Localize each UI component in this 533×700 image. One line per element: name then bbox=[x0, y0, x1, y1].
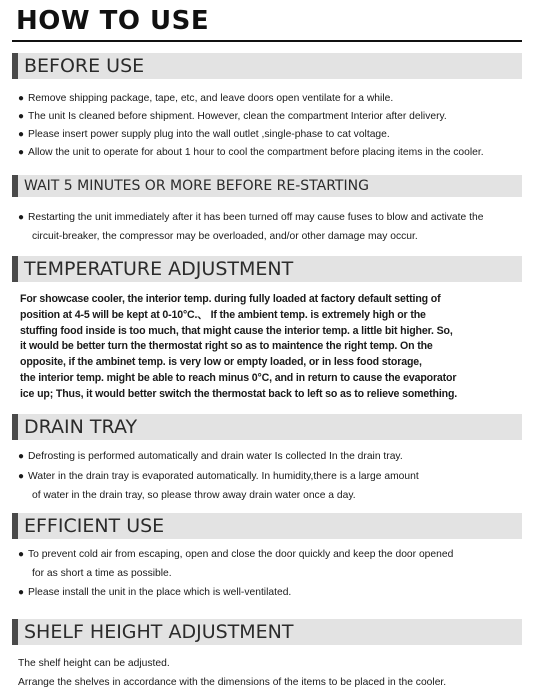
list-item-text: Water in the drain tray is evaporated automatically. In humidity,there is a large amount bbox=[28, 471, 419, 482]
bullet-icon: ● bbox=[18, 587, 25, 598]
list-item-text: circuit-breaker, the compressor may be overloaded, and/or other damage may occur. bbox=[32, 231, 418, 242]
list-item-text: Restarting the unit immediately after it has been turned off may cause fuses to blow and activate the bbox=[28, 212, 484, 223]
list-item-text: Please install the unit in the place which is well-ventilated. bbox=[28, 587, 292, 598]
paragraph-line: stuffing food inside is too much, that might cause the interior temp. a little bit higher. So, bbox=[20, 324, 453, 337]
section-title: EFFICIENT USE bbox=[24, 515, 165, 537]
paragraph-line: opposite, if the ambinet temp. is very low or empty loaded, or in less food storage, bbox=[20, 356, 422, 369]
section-title: WAIT 5 MINUTES OR MORE BEFORE RE-STARTING bbox=[24, 178, 369, 194]
section-header-efficient-use bbox=[12, 513, 522, 539]
list-item-continuation bbox=[18, 567, 523, 580]
bullet-icon: ● bbox=[18, 549, 25, 560]
list-item-text: To prevent cold air from escaping, open and close the door quickly and keep the door opened bbox=[28, 549, 454, 560]
section-header-shelf-height bbox=[12, 619, 522, 645]
section-title: BEFORE USE bbox=[24, 55, 145, 77]
paragraph-line: it would be better turn the thermostat right so as to maintence the right temp. On the bbox=[20, 340, 433, 353]
paragraph-line: the interior temp. might be able to reach minus 0°C, and in return to cause the evaporator bbox=[20, 371, 457, 384]
paragraph-text: Arrange the shelves in accordance with the dimensions of the items to be placed in the cooler. bbox=[18, 677, 447, 688]
list-item-text: The unit Is cleaned before shipment. However, clean the compartment Interior after delivery. bbox=[28, 111, 447, 122]
list-item-text: of water in the drain tray, so please throw away drain water once a day. bbox=[32, 490, 356, 501]
paragraph-line bbox=[18, 676, 523, 689]
section-title: TEMPERATURE ADJUSTMENT bbox=[24, 258, 294, 280]
section-body-before-use bbox=[18, 92, 523, 159]
bullet-icon: ● bbox=[18, 471, 25, 482]
title-divider bbox=[12, 40, 522, 42]
section-body-shelf-height bbox=[18, 657, 523, 689]
list-item bbox=[18, 548, 523, 561]
list-item bbox=[18, 110, 523, 123]
bullet-icon: ● bbox=[18, 451, 25, 462]
bullet-icon: ● bbox=[18, 212, 25, 223]
paragraph-line bbox=[18, 657, 523, 670]
paragraph-line: For showcase cooler, the interior temp. during fully loaded at factory default setting of bbox=[20, 293, 441, 305]
section-header-before-use bbox=[12, 53, 522, 79]
list-item bbox=[18, 92, 523, 105]
section-body-efficient-use bbox=[18, 548, 523, 599]
list-item-text: Allow the unit to operate for about 1 hour to cool the compartment before placing items in the cooler. bbox=[28, 147, 484, 158]
bullet-icon: ● bbox=[18, 147, 25, 158]
paragraph-line: ice up; Thus, it would better switch the thermostat back to left so as to relieve something. bbox=[20, 387, 458, 400]
section-body-drain-tray bbox=[18, 450, 523, 502]
list-item bbox=[18, 586, 523, 599]
bullet-icon: ● bbox=[18, 93, 25, 104]
section-header-wait bbox=[12, 175, 522, 197]
list-item bbox=[18, 128, 523, 141]
paragraph-line: position at 4-5 will be kept at 0-10°C.、 If the ambient temp. is extremely high or the bbox=[20, 308, 426, 321]
section-title: SHELF HEIGHT ADJUSTMENT bbox=[24, 621, 294, 643]
bullet-icon: ● bbox=[18, 111, 25, 122]
section-body-wait bbox=[18, 211, 523, 243]
list-item-text: Remove shipping package, tape, etc, and leave doors open ventilate for a while. bbox=[28, 93, 394, 104]
section-header-temperature bbox=[12, 256, 522, 282]
section-header-drain-tray bbox=[12, 414, 522, 440]
section-body-temperature bbox=[20, 292, 525, 403]
list-item-text: Please insert power supply plug into the wall outlet ,single-phase to cat voltage. bbox=[28, 129, 390, 140]
page-title: HOW TO USE bbox=[16, 6, 210, 36]
bullet-icon: ● bbox=[18, 129, 25, 140]
list-item bbox=[18, 470, 523, 483]
list-item bbox=[18, 211, 523, 224]
section-title: DRAIN TRAY bbox=[24, 416, 138, 438]
paragraph-text: The shelf height can be adjusted. bbox=[18, 658, 170, 669]
list-item-text: Defrosting is performed automatically and drain water Is collected In the drain tray. bbox=[28, 451, 403, 462]
list-item bbox=[18, 450, 523, 463]
list-item-continuation bbox=[18, 230, 523, 243]
list-item-text: for as short a time as possible. bbox=[32, 568, 172, 579]
list-item bbox=[18, 146, 523, 159]
list-item-continuation bbox=[18, 489, 523, 502]
